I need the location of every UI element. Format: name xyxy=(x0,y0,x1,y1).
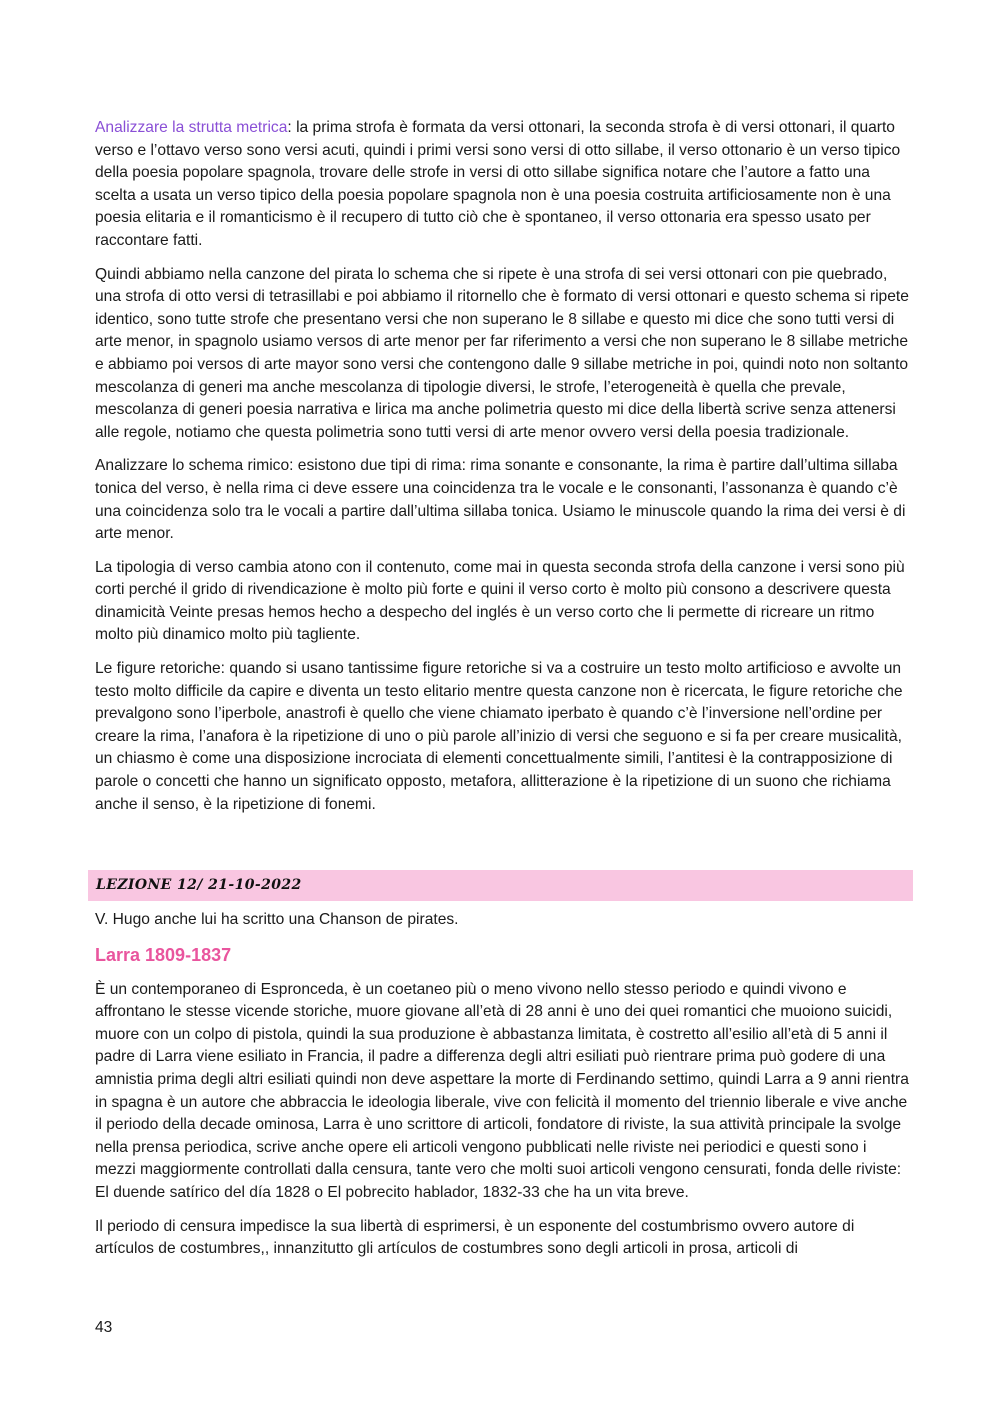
lesson-header: LEZIONE 12/ 21-10-2022 xyxy=(96,877,302,893)
lesson-header-bar xyxy=(88,870,913,901)
paragraph-schema: Quindi abbiamo nella canzone del pirata lo schema che si ripete è una strofa di sei versi ottonari con pie quebrado, una strofa di otto versi di tetrasillabi e poi abbiamo il ritornello che è formato di versi ottonari e questo schema si ripete identico, sono tutte strofe che presentano versi che non superano le 8 sillabe e questo mi dice che sono tutti versi di arte menor, in spagnolo usiamo versos di arte menor per far riferimento a versi che non superano le 8 sillabe metriche e abbiamo poi versos di arte mayor sono versi che contengono dalle 9 sillabe metriche in poi, quindi noto non soltanto mescolanza di generi ma anche mescolanza di tipologie diversi, le strofe, l’eterogeneità è quella che prevale, mescolanza di generi poesia narrativa e lirica ma anche polimetria questo mi dice della libertà scrive senza attenersi alle regole, notiamo che questa polimetria sono tutti versi di arte menor ovvero versi della poesia tradizionale. xyxy=(95,265,909,441)
paragraph-rimico: Analizzare lo schema rimico: esistono due tipi di rima: rima sonante e consonante, la rima è partire dall’ultima sillaba tonica del verso, è nella rima ci deve essere una coincidenza tra le vocale e le consonanti, l’assonanza è quando c’è una coincidenza solo tra le vocali a partire dall’ultima sillaba tonica. Usiamo le minuscole quando la rima dei versi è di arte menor. xyxy=(95,457,906,543)
metrica-text: : la prima strofa è formata da versi ottonari, la seconda strofa è di versi ottonari, il quarto verso e l’ottavo verso sono versi acuti, quindi i primi versi sono versi di otto sillabe, il verso ottonario è un verso tipico della poesia popolare spagnola, trovare delle strofe in versi di otto sillabe significa notare che l’autore a fatto una scelta a usata un verso tipico della poesia popolare spagnola non è una poesia costruita artificiosamente non è una poesia elitaria e il romanticismo è il recupero di tutto ciò che è spontaneo, il verso ottonaria era spesso usato per raccontare fatti. xyxy=(95,119,901,249)
paragraph-larra-1: È un contemporaneo di Espronceda, è un coetaneo più o meno vivono nello stesso periodo e quindi vivono e affrontano le stesse vicende storiche, muore giovane all’età di 28 anni è uno dei quei romantici che muoiono suicidi, muore con un colpo di pistola, quindi la sua produzione è abbastanza limitata, è costretto all’esilio all’età di 5 anni il padre di Larra viene esiliato in Francia, il padre a differenza degli altri esiliati può rientrare prima può godere di una amnistia prima degli altri esiliati quindi non deve aspettare la morte di Ferdinando settimo, quindi Larra a 9 anni rientra in spagna è un autore che abbraccia le ideologia liberale, vive con felicità il momento del triennio liberale e vive anche il periodo della decade ominosa, Larra è uno scrittore di articoli, fondatore di riviste, la sua attività principale la svolge nella prensa periodica, scrive anche opere eli articoli vengono pubblicati nelle riviste nei periodici e questi sono i mezzi maggiormente controllati dalla censura, tante vero che molti suoi articoli vengono censurati, fonda delle riviste: El duende satírico del día 1828 o El pobrecito hablador, 1832-33 che ha un vita breve. xyxy=(95,980,909,1201)
after-section xyxy=(95,909,911,1272)
paragraph-larra-2: Il periodo di censura impedisce la sua libertà di esprimersi, è un esponente del costumbrismo ovvero autore di artículos de costumbres,, innanzitutto gli artículos de costumbres sono degli articoli in prosa, articoli di xyxy=(95,1217,855,1258)
metrica-lead: Analizzare la strutta metrica xyxy=(95,119,288,136)
section-title: Larra 1809-1837 xyxy=(95,944,232,965)
paragraph-figure: Le figure retoriche: quando si usano tantissime figure retoriche si va a costruire un testo molto artificioso e avvolte un testo molto difficile da capire e diventa un testo elitario mentre questa canzone non è ricercata, le figure retoriche che prevalgono sono l’iperbole, anastrofi è quello che viene chiamato iperbato è quando c’è l’inversione nell’ordine per creare la rima, l’anafora è la ripetizione di uno o più parole all’inizio di versi che seguono e si fa per creare musicalità, un chiasmo è come una disposizione incrociata di elementi concettualmente simili, l’antitesi è la contrapposizione di parole o concetti che hanno un significato opposto, metafora, allitterazione è la ripetizione di un suono che richiama anche il senso, è la ripetizione di fonemi. xyxy=(95,660,903,813)
page-number: 43 xyxy=(95,1319,113,1336)
paragraph-tipologia: La tipologia di verso cambia atono con il contenuto, come mai in questa seconda strofa della canzone i versi sono più corti perché il grido di rivendicazione è molto più forte e quini il verso corto è molto più consono a descrivere questa dinamicità Veinte presas hemos hecho a despecho del inglés è un verso corto che li permette di ricreare un ritmo molto più dinamico molto più tagliente. xyxy=(95,558,905,644)
paragraph-metrica xyxy=(95,117,911,253)
hugo-line: V. Hugo anche lui ha scritto una Chanson de pirates. xyxy=(95,911,459,928)
main-text xyxy=(95,117,911,827)
